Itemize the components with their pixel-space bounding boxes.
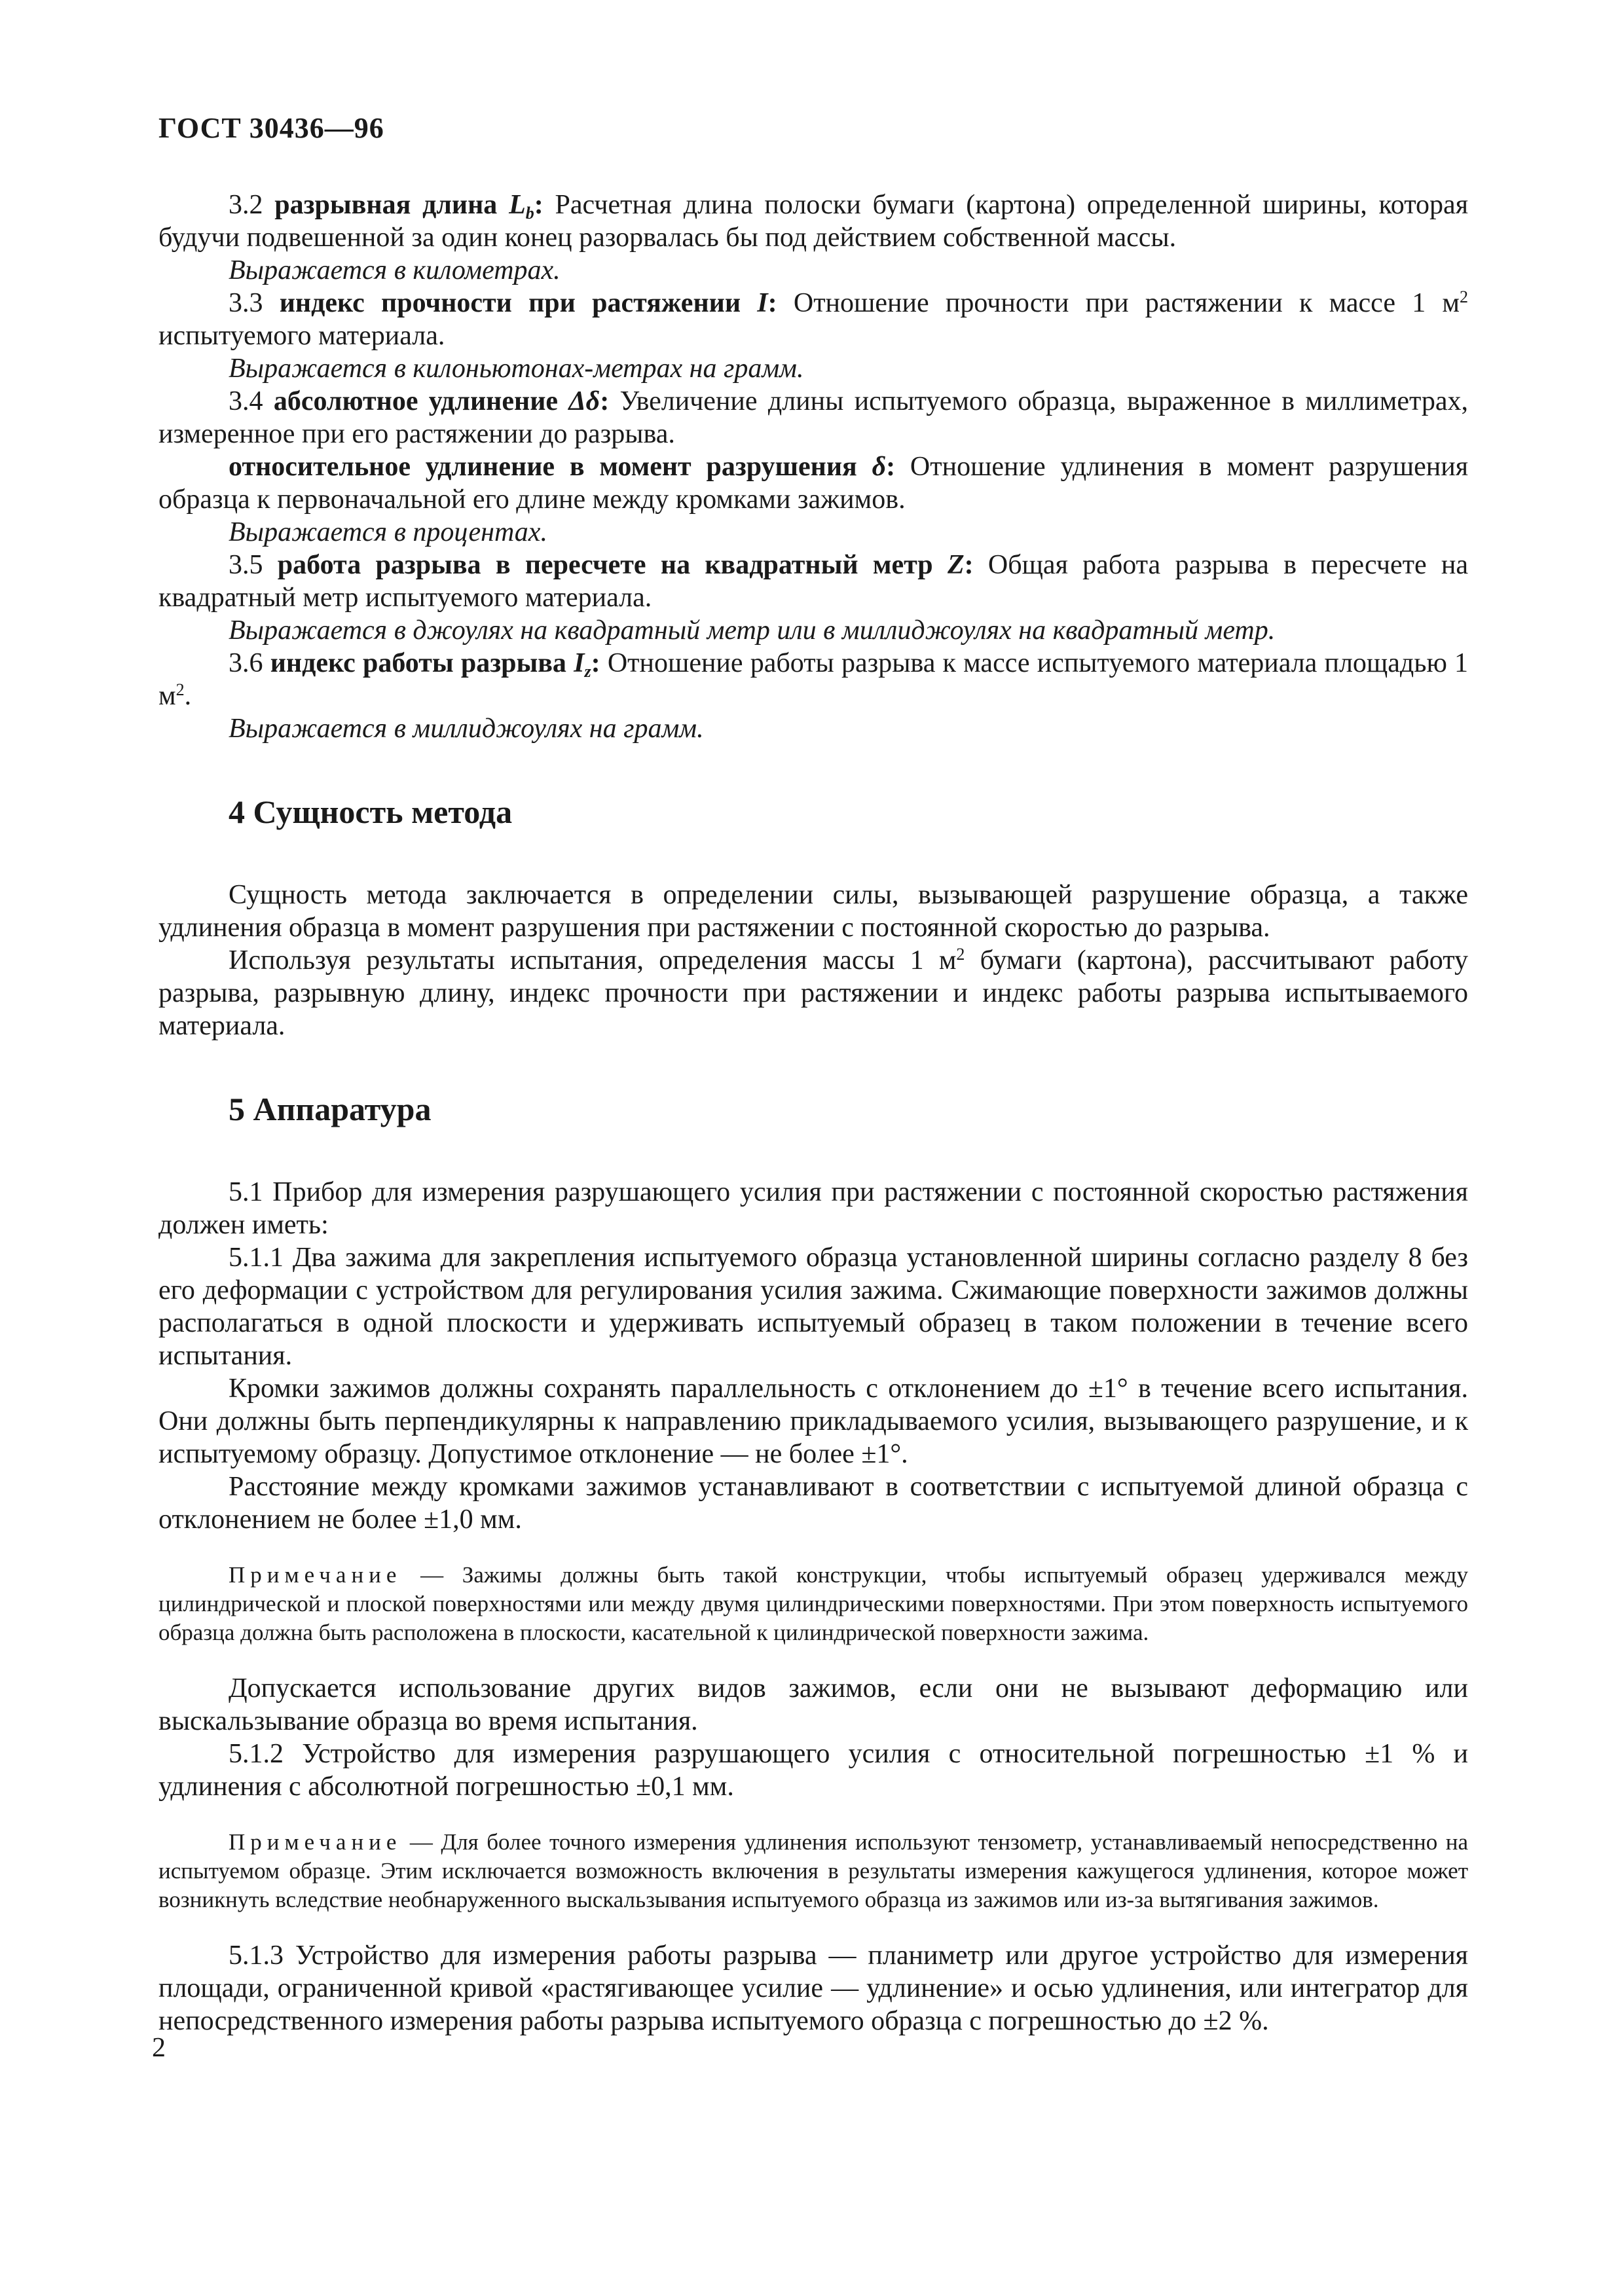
clause-5-1-2: 5.1.2 Устройство для измерения разрушающего усилия с относительной погрешностью ±1 % и удлинения с абсолютной погрешностью ±0,1 мм. — [158, 1739, 1468, 1802]
standard-code-header: ГОСТ 30436—96 — [158, 112, 384, 144]
definition-3-5: 3.5 работа разрыва в пересчете на квадратный метр Z: Общая работа разрыва в пересчете на квадратный метр испытуемого материала. — [158, 550, 1469, 613]
term-tensile-index: индекс прочности при растяжении — [279, 288, 741, 318]
clause-5-1-3: 5.1.3 Устройство для измерения работы разрыва — планиметр или другое устройство для измерения площади, ограниченной кривой «растягивающее усилие — удлинение» и осью удлинения, или интегратор для непосредственного измерения работы разрыва испытуемого образца с погрешностью до ±2 %. — [158, 1941, 1468, 2036]
definition-3-2: 3.2 разрывная длина $L_b$: Расчетная длина полоски бумаги (картона) определенной ширины, которая будучи подвешенной за один конец разорвалась бы под действием собственной массы. — [158, 190, 1469, 253]
term-relative-elongation: относительное удлинение в момент разрушения — [229, 452, 857, 482]
term-absolute-elongation: абсолютное удлинение — [273, 386, 559, 416]
definition-relative-elongation: относительное удлинение в момент разрушения δ: Отношение удлинения в момент разрушения образца к первоначальной его длине между кромками зажимов. — [158, 452, 1469, 515]
note-2: Примечание — Для более точного измерения удлинения используют тензометр, устанавливаемый непосредственно на испытуемом образце. Этим исключается возможность включения в результаты измерения кажущегося удлинения, которое может возникнуть вследствие необнаруженного выскальзывания испытуемого образца из зажимов или из-за вытягивания зажимов. — [158, 1829, 1468, 1912]
clamp-distance-paragraph: Расстояние между кромками зажимов устанавливают в соответствии с испытуемой длиной образца с отклонением не более ±1,0 мм. — [158, 1472, 1468, 1535]
clause-5-1-1: 5.1.1 Два зажима для закрепления испытуемого образца установленной ширины согласно разделу 8 без его деформации с устройством для регулирования усилия зажима. Сжимающие поверхности зажимов должны располагаться в одной плоскости и удерживать испытуемый образец в таком положении в течение всего испытания. — [158, 1243, 1468, 1371]
definition-3-4: 3.4 абсолютное удлинение Δδ: Увеличение длины испытуемого образца, выраженное в миллиметрах, измеренное при его растяжении до разрыва. — [158, 386, 1468, 449]
page-number: 2 — [152, 2033, 166, 2063]
term-energy-index: индекс работы разрыва — [270, 648, 566, 678]
note-label: Примечание — [229, 1829, 402, 1855]
section-5-heading: 5 Аппаратура — [229, 1091, 432, 1127]
unit-note: Выражается в миллиджоулях на грамм. — [229, 714, 704, 744]
unit-note: Выражается в километрах. — [229, 255, 561, 285]
clamp-edges-paragraph: Кромки зажимов должны сохранять параллельность с отклонением до ±1° в течение всего испытания. Они должны быть перпендикулярны к направлению прикладываемого усилия, вызывающего разрушение, и к испытуемому образцу. Допустимое отклонение — не более ±1°. — [158, 1374, 1468, 1469]
section-4-paragraph-1: Сущность метода заключается в определении силы, вызывающей разрушение образца, а также удлинения образца в момент разрушения при растяжении с постоянной скоростью до разрыва. — [158, 880, 1468, 943]
term-tensile-energy: работа разрыва в пересчете на квадратный метр — [277, 550, 933, 580]
note-1: Примечание — Зажимы должны быть такой конструкции, чтобы испытуемый образец удерживался между цилиндрической и плоской поверхностями или между двумя цилиндрическими поверхностями. При этом поверхность испытуемого образца должна быть расположена в плоскости, касательной к цилиндрической поверхности зажима. — [158, 1562, 1468, 1645]
term-breaking-length: разрывная длина — [274, 190, 498, 220]
unit-note: Выражается в джоулях на квадратный метр или в миллиджоулях на квадратный метр. — [229, 615, 1276, 646]
unit-note: Выражается в килоньютонах-метрах на грамм. — [229, 354, 804, 384]
other-clamps-paragraph: Допускается использование других видов зажимов, если они не вызывают деформацию или выскальзывание образца во время испытания. — [158, 1673, 1468, 1736]
section-4-heading: 4 Сущность метода — [229, 793, 513, 830]
definition-3-6: 3.6 индекс работы разрыва $I_z$: Отношение работы разрыва к массе испытуемого материала площадью 1 $м^2$. — [158, 648, 1469, 711]
definition-3-3: 3.3 индекс прочности при растяжении I: Отношение прочности при растяжении к массе 1 $м^2$ испытуемого материала. — [158, 287, 1468, 351]
clause-5-1: 5.1 Прибор для измерения разрушающего усилия при растяжении с постоянной скоростью растяжения должен иметь: — [158, 1177, 1468, 1240]
unit-note: Выражается в процентах. — [229, 517, 547, 547]
section-4-paragraph-2: Используя результаты испытания, определения массы 1 $м^2$ бумаги (картона), рассчитывают работу разрыва, разрывную длину, индекс прочности при растяжении и индекс работы разрыва испытываемого материала. — [158, 945, 1468, 1041]
note-label: Примечание — [229, 1562, 402, 1588]
document-body — [158, 189, 1468, 2037]
